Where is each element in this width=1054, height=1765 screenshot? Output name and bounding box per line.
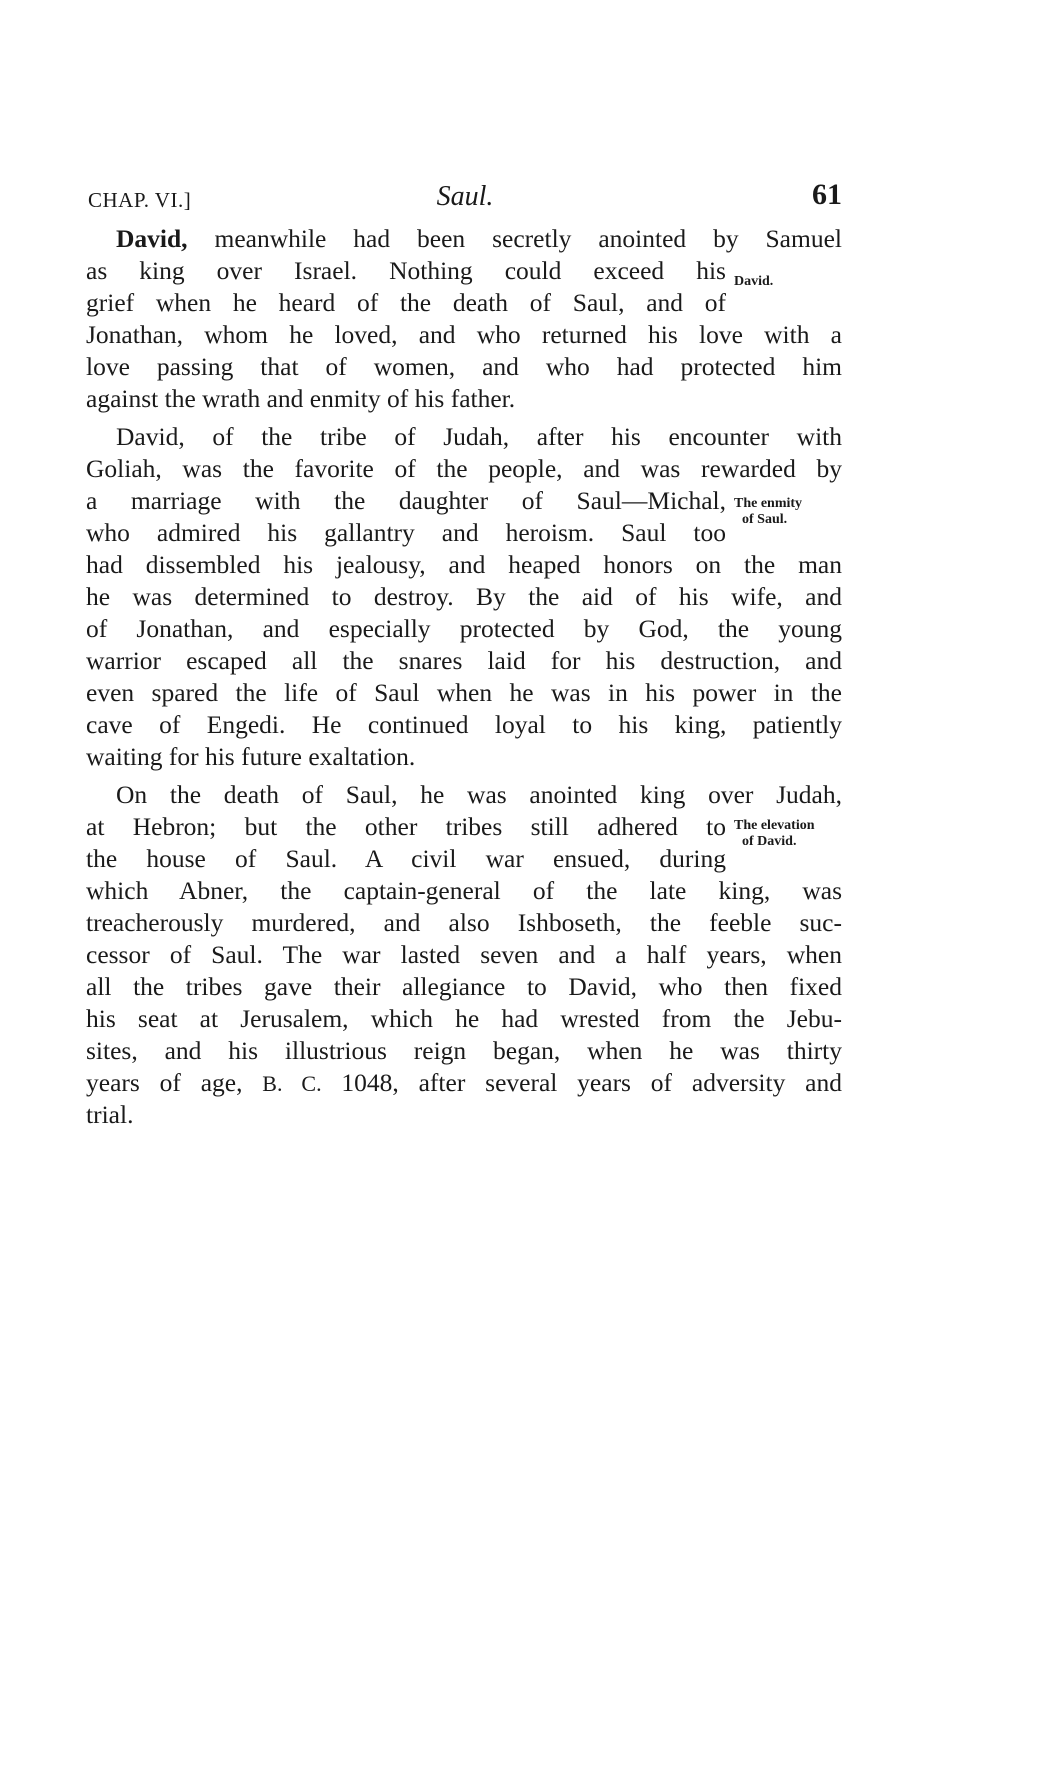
text-line: which Abner, the captain-general of the late king, was (86, 876, 842, 905)
text-line: all the tribes gave their allegiance to David, who then fixed (86, 972, 842, 1001)
text-line: at Hebron; but the other tribes still adhered to (86, 812, 726, 841)
text-line: love passing that of women, and who had protected him (86, 352, 842, 381)
text-line: waiting for his future exaltation. (86, 742, 416, 771)
text-line: trial. (86, 1100, 134, 1129)
text-line: grief when he heard of the death of Saul, and of (86, 288, 726, 317)
text-line: a marriage with the daughter of Saul—Michal, (86, 486, 726, 515)
side-note-elevation: The elevation of David. (734, 818, 815, 849)
text-line: sites, and his illustrious reign began, when he was thirty (86, 1036, 842, 1065)
text-line: warrior escaped all the snares laid for his destruction, and (86, 646, 842, 675)
side-note-enmity: The enmity of Saul. (734, 496, 803, 527)
text-line: cessor of Saul. The war lasted seven and a half years, when (86, 940, 842, 969)
text-line: his seat at Jerusalem, which he had wrested from the Jebu- (86, 1004, 842, 1033)
text-line: against the wrath and enmity of his father. (86, 384, 516, 413)
text-line: treacherously murdered, and also Ishboseth, the feeble suc- (86, 908, 842, 937)
text-line: had dissembled his jealousy, and heaped honors on the man (86, 550, 842, 579)
text-line: years of age, B. C. 1048, after several years of adversity and (86, 1068, 842, 1097)
chapter-label: CHAP. VI.] (88, 188, 192, 212)
text-line: David, meanwhile had been secretly anointed by Samuel (116, 224, 842, 253)
text-line: he was determined to destroy. By the aid of his wife, and (86, 582, 842, 611)
text-line: of Jonathan, and especially protected by God, the young (86, 614, 842, 643)
text-line: the house of Saul. A civil war ensued, during (86, 844, 726, 873)
side-note-david: David. (734, 274, 774, 289)
text-line: David, of the tribe of Judah, after his encounter with (116, 422, 842, 451)
era-abbreviation: B. C. (262, 1071, 322, 1096)
running-head (88, 178, 842, 218)
text-line: Jonathan, whom he loved, and who returned his love with a (86, 320, 842, 349)
text-line: who admired his gallantry and heroism. Saul too (86, 518, 726, 547)
page-number: 61 (812, 178, 842, 211)
text-line: Goliah, was the favorite of the people, and was rewarded by (86, 454, 842, 483)
lead-word: David, (116, 224, 188, 253)
text-line: even spared the life of Saul when he was in his power in the (86, 678, 842, 707)
text-line: cave of Engedi. He continued loyal to his king, patiently (86, 710, 842, 739)
text-line: On the death of Saul, he was anointed king over Judah, (116, 780, 842, 809)
text-line: as king over Israel. Nothing could exceed his (86, 256, 726, 285)
page-title: Saul. (436, 181, 494, 212)
